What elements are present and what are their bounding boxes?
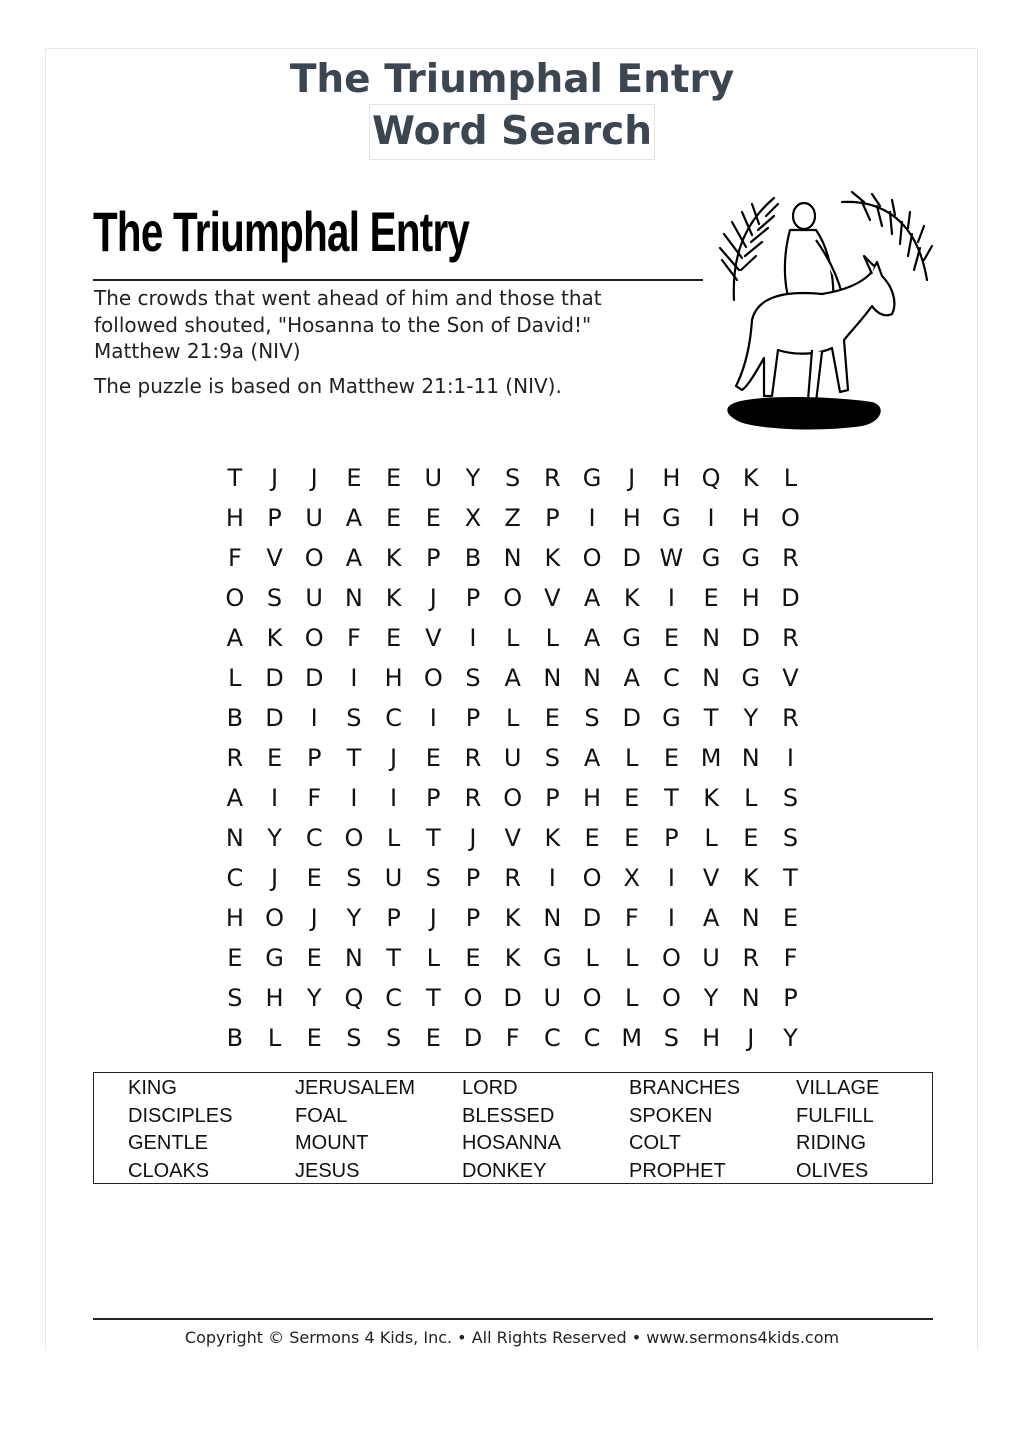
page-title: The Triumphal Entry	[289, 57, 735, 102]
grid-letter: C	[305, 824, 323, 852]
grid-letter: E	[584, 824, 600, 852]
grid-letter: G	[265, 944, 284, 972]
word-item: FULFILL	[796, 1104, 874, 1127]
grid-row	[215, 978, 810, 1018]
grid-letter: O	[661, 944, 681, 972]
grid-letter: E	[663, 624, 679, 652]
grid-letter: S	[425, 864, 441, 892]
grid-letter: P	[783, 984, 798, 1012]
grid-letter: X	[464, 504, 482, 532]
word-column	[128, 1075, 232, 1185]
grid-letter: E	[663, 744, 679, 772]
grid-letter: R	[742, 944, 760, 972]
grid-letter: K	[504, 944, 521, 972]
grid-letter: H	[702, 1024, 721, 1052]
grid-letter: L	[585, 944, 599, 972]
grid-letter: O	[265, 904, 284, 932]
word-item: JESUS	[295, 1159, 360, 1182]
grid-letter: S	[346, 1024, 362, 1052]
grid-letter: P	[465, 584, 481, 612]
grid-letter: U	[384, 864, 403, 892]
grid-letter: H	[583, 784, 602, 812]
letter-grid	[215, 458, 810, 1058]
grid-letter: S	[227, 984, 243, 1012]
grid-letter: E	[386, 464, 402, 492]
grid-letter: T	[783, 864, 798, 892]
grid-letter: Y	[346, 904, 362, 932]
grid-letter: H	[265, 984, 284, 1012]
grid-letter: C	[226, 864, 244, 892]
copyright-footer: Copyright © Sermons 4 Kids, Inc. • All Rights Reserved • www.sermons4kids.com	[184, 1328, 840, 1347]
grid-letter: Y	[267, 824, 282, 852]
grid-letter: J	[310, 904, 318, 932]
grid-letter: E	[306, 864, 322, 892]
grid-letter: D	[781, 584, 800, 612]
sheet-heading: The Triumphal Entry	[93, 200, 470, 263]
grid-letter: E	[306, 1024, 322, 1052]
grid-letter: T	[425, 984, 441, 1012]
grid-letter: U	[424, 464, 443, 492]
grid-letter: F	[347, 624, 361, 652]
grid-letter: A	[583, 744, 601, 772]
grid-row	[215, 658, 810, 698]
grid-letter: N	[702, 624, 721, 652]
grid-letter: R	[464, 784, 482, 812]
grid-letter: P	[465, 864, 481, 892]
word-item: BRANCHES	[629, 1077, 741, 1099]
grid-row	[215, 898, 810, 938]
grid-letter: Y	[465, 464, 481, 492]
grid-letter: K	[544, 544, 561, 572]
grid-letter: O	[582, 864, 602, 892]
word-item: OLIVES	[796, 1159, 869, 1182]
word-list-box	[93, 1072, 933, 1184]
grid-letter: M	[700, 744, 722, 772]
grid-row	[215, 858, 810, 898]
grid-letter: N	[225, 824, 244, 852]
grid-letter: C	[663, 664, 680, 692]
grid-letter: G	[741, 544, 761, 572]
grid-letter: E	[425, 744, 441, 772]
grid-row	[215, 458, 810, 498]
grid-letter: N	[741, 984, 760, 1012]
grid-letter: I	[667, 584, 675, 612]
grid-letter: E	[266, 744, 283, 772]
word-column	[796, 1075, 879, 1185]
grid-letter: L	[625, 944, 639, 972]
grid-letter: L	[505, 704, 520, 732]
grid-letter: I	[667, 904, 675, 932]
grid-letter: D	[265, 664, 284, 692]
word-column	[629, 1075, 740, 1185]
grid-letter: J	[270, 864, 279, 892]
grid-letter: K	[544, 824, 561, 852]
grid-letter: H	[662, 464, 681, 492]
grid-letter: N	[741, 904, 760, 932]
grid-letter: V	[544, 584, 561, 612]
grid-letter: C	[385, 704, 402, 732]
grid-letter: N	[702, 664, 721, 692]
grid-letter: E	[465, 944, 481, 972]
grid-letter: L	[545, 624, 560, 652]
grid-letter: L	[267, 1024, 282, 1052]
grid-letter: D	[622, 704, 641, 732]
grid-letter: S	[266, 584, 283, 612]
grid-letter: L	[426, 944, 440, 972]
grid-letter: K	[385, 544, 402, 572]
grid-letter: S	[346, 704, 362, 732]
grid-letter: F	[624, 904, 639, 932]
grid-row	[215, 498, 810, 538]
grid-letter: R	[544, 464, 561, 492]
grid-letter: S	[505, 464, 521, 492]
grid-letter: D	[463, 1024, 483, 1052]
grid-letter: I	[390, 784, 398, 812]
word-item: DISCIPLES	[128, 1104, 233, 1127]
grid-letter: K	[385, 584, 402, 612]
grid-letter: U	[305, 584, 323, 612]
grid-letter: U	[702, 944, 720, 972]
grid-letter: A	[702, 904, 720, 932]
word-item: PROPHET	[629, 1159, 726, 1182]
grid-letter: B	[226, 1024, 244, 1052]
grid-letter: A	[504, 664, 521, 692]
word-item: KING	[128, 1077, 177, 1099]
grid-letter: L	[704, 824, 718, 852]
grid-letter: N	[344, 944, 363, 972]
grid-letter: O	[781, 504, 800, 532]
grid-letter: I	[350, 784, 358, 812]
word-item: HOSANNA	[462, 1132, 561, 1154]
grid-letter: I	[270, 784, 279, 812]
grid-letter: A	[226, 784, 244, 812]
grid-letter: A	[583, 584, 601, 612]
word-item: JERUSALEM	[295, 1077, 416, 1099]
grid-letter: T	[346, 744, 362, 772]
grid-letter: N	[503, 544, 522, 572]
grid-letter: V	[702, 864, 720, 892]
grid-letter: C	[583, 1024, 601, 1052]
puzzle-basis: The puzzle is based on Matthew 21:1-11 (NIV).	[94, 373, 562, 398]
grid-letter: I	[469, 624, 477, 652]
grid-letter: I	[429, 704, 437, 732]
grid-letter: D	[622, 544, 641, 572]
grid-letter: Y	[703, 984, 719, 1012]
grid-letter: F	[227, 544, 242, 572]
grid-letter: G	[662, 504, 681, 532]
grid-letter: L	[783, 464, 798, 492]
grid-letter: J	[429, 904, 437, 932]
grid-letter: L	[386, 824, 401, 852]
grid-letter: P	[545, 784, 560, 812]
grid-letter: E	[703, 584, 719, 612]
verse-reference: Matthew 21:9a (NIV)	[94, 339, 301, 363]
grid-letter: G	[543, 944, 562, 972]
grid-letter: D	[503, 984, 522, 1012]
grid-letter: V	[504, 824, 521, 852]
grid-letter: Z	[504, 504, 521, 532]
grid-letter: Y	[783, 1024, 798, 1052]
grid-letter: W	[659, 544, 684, 572]
grid-row	[215, 778, 810, 818]
grid-letter: K	[623, 584, 640, 612]
grid-letter: O	[423, 664, 443, 692]
grid-letter: P	[267, 504, 282, 532]
footer-rule	[93, 1318, 933, 1320]
grid-letter: S	[782, 784, 799, 812]
grid-row	[215, 618, 810, 658]
grid-letter: N	[344, 584, 363, 612]
word-item: COLT	[629, 1132, 681, 1154]
grid-row	[215, 1018, 810, 1058]
grid-letter: O	[582, 544, 602, 572]
grid-letter: H	[741, 584, 760, 612]
word-item: CLOAKS	[128, 1159, 210, 1182]
grid-letter: D	[582, 904, 602, 932]
grid-letter: L	[744, 784, 758, 812]
grid-letter: R	[782, 624, 799, 652]
grid-letter: P	[545, 504, 560, 532]
grid-letter: M	[621, 1024, 643, 1052]
grid-letter: S	[346, 864, 362, 892]
grid-letter: I	[786, 744, 794, 772]
grid-letter: J	[429, 584, 437, 612]
grid-row	[215, 698, 810, 738]
grid-letter: A	[623, 664, 640, 692]
grid-letter: I	[707, 504, 715, 532]
word-item: DONKEY	[462, 1159, 547, 1182]
grid-letter: R	[504, 864, 521, 892]
grid-letter: L	[625, 744, 639, 772]
grid-letter: H	[741, 504, 760, 532]
word-item: VILLAGE	[796, 1077, 880, 1099]
grid-letter: P	[465, 904, 481, 932]
grid-row	[215, 738, 810, 778]
grid-letter: E	[544, 704, 560, 732]
grid-letter: V	[425, 624, 442, 652]
word-column	[295, 1075, 415, 1185]
grid-letter: G	[701, 544, 721, 572]
grid-letter: S	[663, 1024, 680, 1052]
grid-letter: J	[390, 744, 398, 772]
grid-letter: B	[226, 704, 244, 732]
grid-letter: O	[582, 984, 602, 1012]
grid-letter: J	[310, 464, 318, 492]
grid-letter: N	[543, 664, 562, 692]
grid-letter: T	[386, 944, 401, 972]
grid-letter: L	[505, 624, 520, 652]
page-subtitle: Word Search	[369, 104, 655, 160]
grid-letter: E	[386, 504, 402, 532]
grid-letter: P	[386, 904, 401, 932]
grid-letter: S	[584, 704, 600, 732]
grid-letter: O	[503, 784, 523, 812]
grid-letter: T	[703, 704, 719, 732]
grid-letter: J	[270, 464, 279, 492]
grid-letter: A	[345, 504, 363, 532]
grid-letter: G	[622, 624, 642, 652]
jesus-on-donkey-with-palm-branches-icon	[712, 190, 934, 438]
grid-letter: D	[741, 624, 761, 652]
grid-letter: I	[310, 704, 318, 732]
verse-block	[94, 285, 704, 399]
grid-letter: F	[783, 944, 798, 972]
grid-letter: G	[741, 664, 761, 692]
grid-letter: E	[624, 824, 640, 852]
grid-letter: A	[226, 624, 244, 652]
grid-letter: O	[304, 544, 324, 572]
grid-letter: H	[622, 504, 641, 532]
grid-letter: N	[741, 744, 760, 772]
heading-rule	[93, 279, 703, 281]
verse-line: followed shouted, "Hosanna to the Son of David!"	[94, 312, 592, 337]
grid-letter: S	[385, 1024, 402, 1052]
grid-letter: B	[464, 544, 482, 572]
grid-letter: O	[661, 984, 681, 1012]
grid-letter: P	[465, 704, 481, 732]
grid-letter: O	[463, 984, 483, 1012]
grid-letter: F	[505, 1024, 520, 1052]
grid-letter: P	[306, 744, 322, 772]
grid-letter: O	[225, 584, 245, 612]
grid-letter: H	[225, 904, 244, 932]
word-item: GENTLE	[128, 1132, 209, 1154]
grid-letter: O	[503, 584, 523, 612]
grid-letter: L	[625, 984, 639, 1012]
grid-letter: P	[426, 544, 441, 572]
grid-letter: I	[548, 864, 556, 892]
grid-letter: R	[464, 744, 482, 772]
grid-letter: S	[544, 744, 560, 772]
grid-letter: J	[747, 1024, 755, 1052]
grid-letter: J	[469, 824, 477, 852]
grid-letter: S	[782, 824, 799, 852]
grid-letter: K	[266, 624, 283, 652]
grid-letter: A	[345, 544, 363, 572]
grid-letter: F	[307, 784, 322, 812]
grid-letter: N	[543, 904, 562, 932]
word-item: BLESSED	[462, 1104, 555, 1127]
grid-row	[215, 938, 810, 978]
grid-letter: V	[266, 544, 283, 572]
grid-letter: I	[588, 504, 596, 532]
grid-letter: H	[384, 664, 403, 692]
word-item: MOUNT	[295, 1132, 369, 1154]
grid-letter: K	[742, 464, 759, 492]
word-column	[462, 1075, 561, 1185]
grid-letter: G	[582, 464, 602, 492]
grid-letter: K	[504, 904, 521, 932]
grid-letter: X	[623, 864, 640, 892]
grid-letter: J	[628, 464, 636, 492]
grid-letter: P	[664, 824, 679, 852]
grid-letter: N	[583, 664, 601, 692]
grid-letter: U	[305, 504, 323, 532]
grid-letter: R	[226, 744, 244, 772]
grid-letter: D	[265, 704, 284, 732]
grid-letter: K	[742, 864, 759, 892]
grid-letter: P	[426, 784, 441, 812]
grid-letter: E	[743, 824, 759, 852]
grid-letter: E	[782, 904, 799, 932]
grid-letter: E	[425, 504, 441, 532]
word-item: LORD	[462, 1077, 518, 1099]
grid-letter: H	[225, 504, 244, 532]
grid-letter: G	[662, 704, 681, 732]
grid-letter: A	[583, 624, 601, 652]
grid-letter: O	[344, 824, 364, 852]
grid-letter: E	[425, 1024, 441, 1052]
grid-letter: R	[782, 544, 799, 572]
grid-letter: Y	[306, 984, 322, 1012]
grid-letter: Q	[701, 464, 721, 492]
grid-letter: C	[385, 984, 402, 1012]
grid-row	[215, 538, 810, 578]
verse-line: The crowds that went ahead of him and those that	[94, 286, 602, 310]
grid-letter: E	[306, 944, 322, 972]
grid-letter: I	[667, 864, 675, 892]
grid-letter: V	[782, 664, 799, 692]
grid-letter: L	[228, 664, 242, 692]
grid-letter: T	[227, 464, 243, 492]
grid-letter: U	[503, 744, 522, 772]
grid-letter: S	[465, 664, 481, 692]
grid-letter: T	[664, 784, 679, 812]
word-item: FOAL	[295, 1104, 348, 1127]
grid-letter: E	[386, 624, 402, 652]
grid-letter: D	[304, 664, 324, 692]
grid-letter: T	[425, 824, 441, 852]
grid-letter: I	[350, 664, 358, 692]
grid-letter: E	[624, 784, 640, 812]
grid-row	[215, 818, 810, 858]
word-item: SPOKEN	[629, 1104, 713, 1127]
grid-letter: C	[543, 1024, 561, 1052]
grid-letter: O	[304, 624, 324, 652]
grid-letter: K	[703, 784, 719, 812]
grid-letter: Y	[743, 704, 759, 732]
grid-letter: R	[782, 704, 799, 732]
grid-letter: E	[346, 464, 362, 492]
grid-letter: E	[227, 944, 243, 972]
word-item: RIDING	[796, 1132, 866, 1154]
page-subtitle-wrap	[0, 104, 1024, 160]
grid-letter: U	[543, 984, 562, 1012]
grid-row	[215, 578, 810, 618]
grid-letter: Q	[344, 984, 364, 1012]
